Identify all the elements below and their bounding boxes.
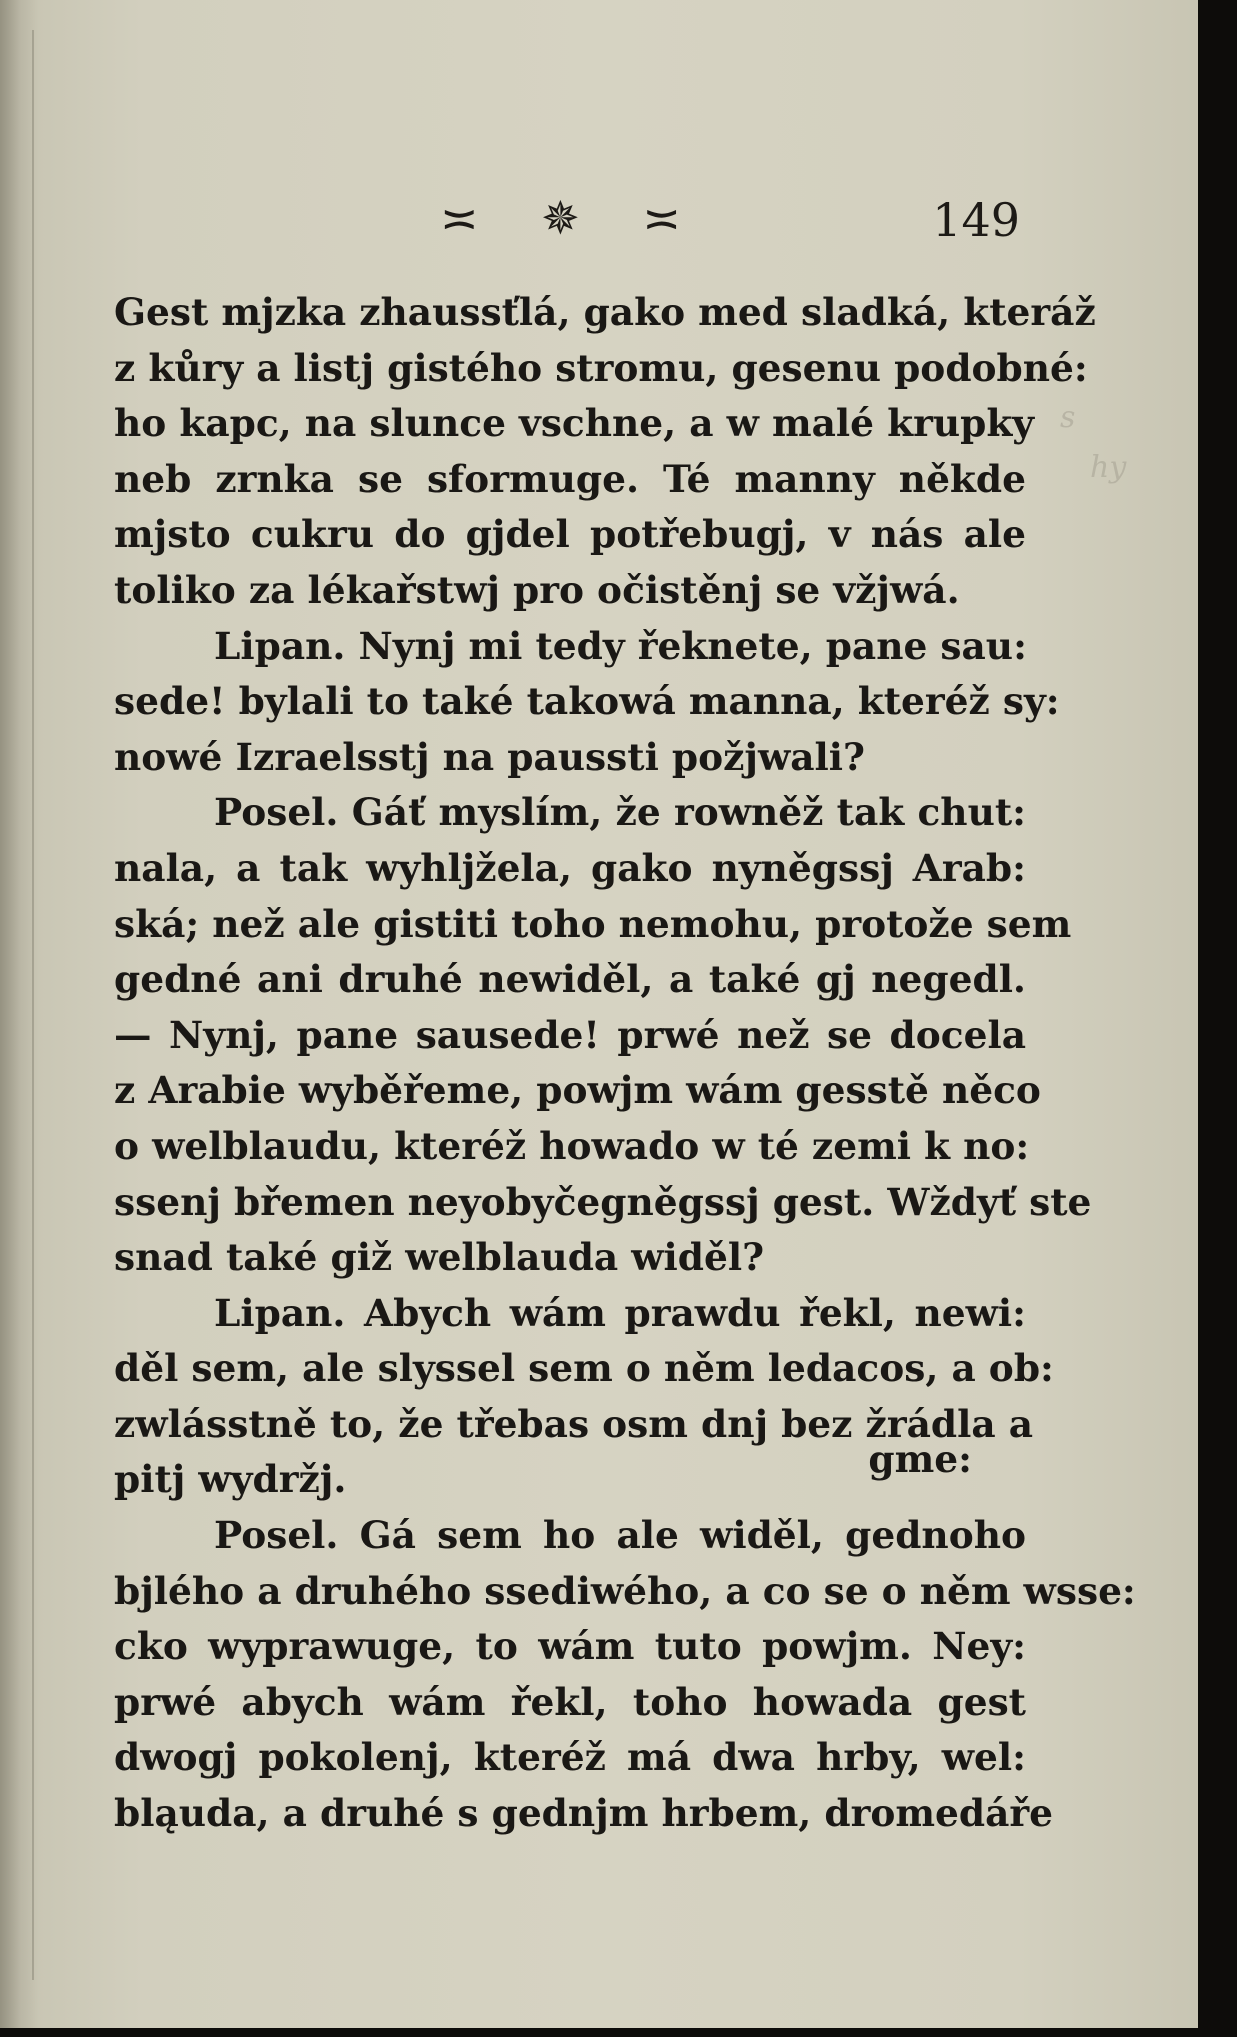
text-line: Lipan. Nynj mi tedy řeknete, pane sau: bbox=[214, 623, 1027, 668]
text-line: cko wyprawuge, to wám tuto powjm. Ney: bbox=[114, 1624, 1026, 1669]
text-line: z kůry a listj gistého stromu, gesenu podobné: bbox=[114, 345, 1088, 390]
text-line: mjsto cukru do gjdel potřebugj, v nás ale bbox=[114, 512, 1026, 557]
bleed-through-mark: hy bbox=[1090, 450, 1127, 485]
text-line: Posel. Gá sem ho ale widěl, gednoho bbox=[214, 1513, 1026, 1558]
text-line: neb zrnka se sformuge. Té manny někde bbox=[114, 456, 1026, 501]
text-line: sede! bylali to také takowá manna, kteréž sy: bbox=[114, 679, 1060, 724]
gutter-line bbox=[32, 30, 34, 1980]
catchword: gme: bbox=[868, 1437, 972, 1481]
gutter-shadow bbox=[0, 0, 40, 2028]
text-line: bląuda, a druhé s gednjm hrbem, dromedáře bbox=[114, 1791, 1054, 1836]
text-line: ská; než ale gistiti toho nemohu, protože sem bbox=[114, 901, 1072, 946]
text-line: prwé abych wám řekl, toho howada gest bbox=[114, 1679, 1026, 1724]
text-line: ssenj břemen neyobyčegněgssj gest. Wždyť ste bbox=[114, 1179, 1092, 1224]
text-line: ho kapc, na slunce vschne, a w malé krupky bbox=[114, 401, 1035, 446]
text-line: snad také giž welblauda widěl? bbox=[114, 1235, 765, 1280]
text-line: dwogj pokolenj, kteréž má dwa hrby, wel: bbox=[114, 1735, 1026, 1780]
text-line: Posel. Gáť myslím, že rowněž tak chut: bbox=[214, 790, 1026, 835]
text-line: nala, a tak wyhljžela, gako nyněgssj Arab: bbox=[114, 845, 1026, 890]
text-line: Lipan. Abych wám prawdu řekl, newi: bbox=[214, 1290, 1026, 1335]
running-header bbox=[440, 188, 1020, 248]
text-line: toliko za lékařstwj pro očistěnj se vžjwá. bbox=[114, 567, 960, 612]
text-line: pitj wydržj. bbox=[114, 1457, 347, 1502]
text-line: z Arabie wyběřeme, powjm wám gesstě něco bbox=[114, 1068, 1041, 1113]
bleed-through-mark: s bbox=[1060, 400, 1076, 435]
text-line: — Nynj, pane sausede! prwé než se docela bbox=[114, 1012, 1026, 1057]
header-ornament: ≍ ✵ ≍ bbox=[440, 191, 705, 245]
page-number: 149 bbox=[932, 193, 1020, 247]
text-line: bjlého a druhého ssediwého, a co se o něm wsse: bbox=[114, 1568, 1136, 1613]
text-line: gedné ani druhé newiděl, a také gj negedl. bbox=[114, 957, 1026, 1002]
text-line: děl sem, ale slyssel sem o něm ledacos, a ob: bbox=[114, 1346, 1054, 1391]
text-line: nowé Izraelsstj na paussti požjwali? bbox=[114, 734, 866, 779]
text-line: Gest mjzka zhaussťlá, gako med sladká, kteráž bbox=[114, 290, 1096, 334]
text-line: o welblaudu, kteréž howado w té zemi k no: bbox=[114, 1123, 1030, 1168]
text-line: zwlásstně to, že třebas osm dnj bez žrádla a bbox=[114, 1401, 1033, 1446]
